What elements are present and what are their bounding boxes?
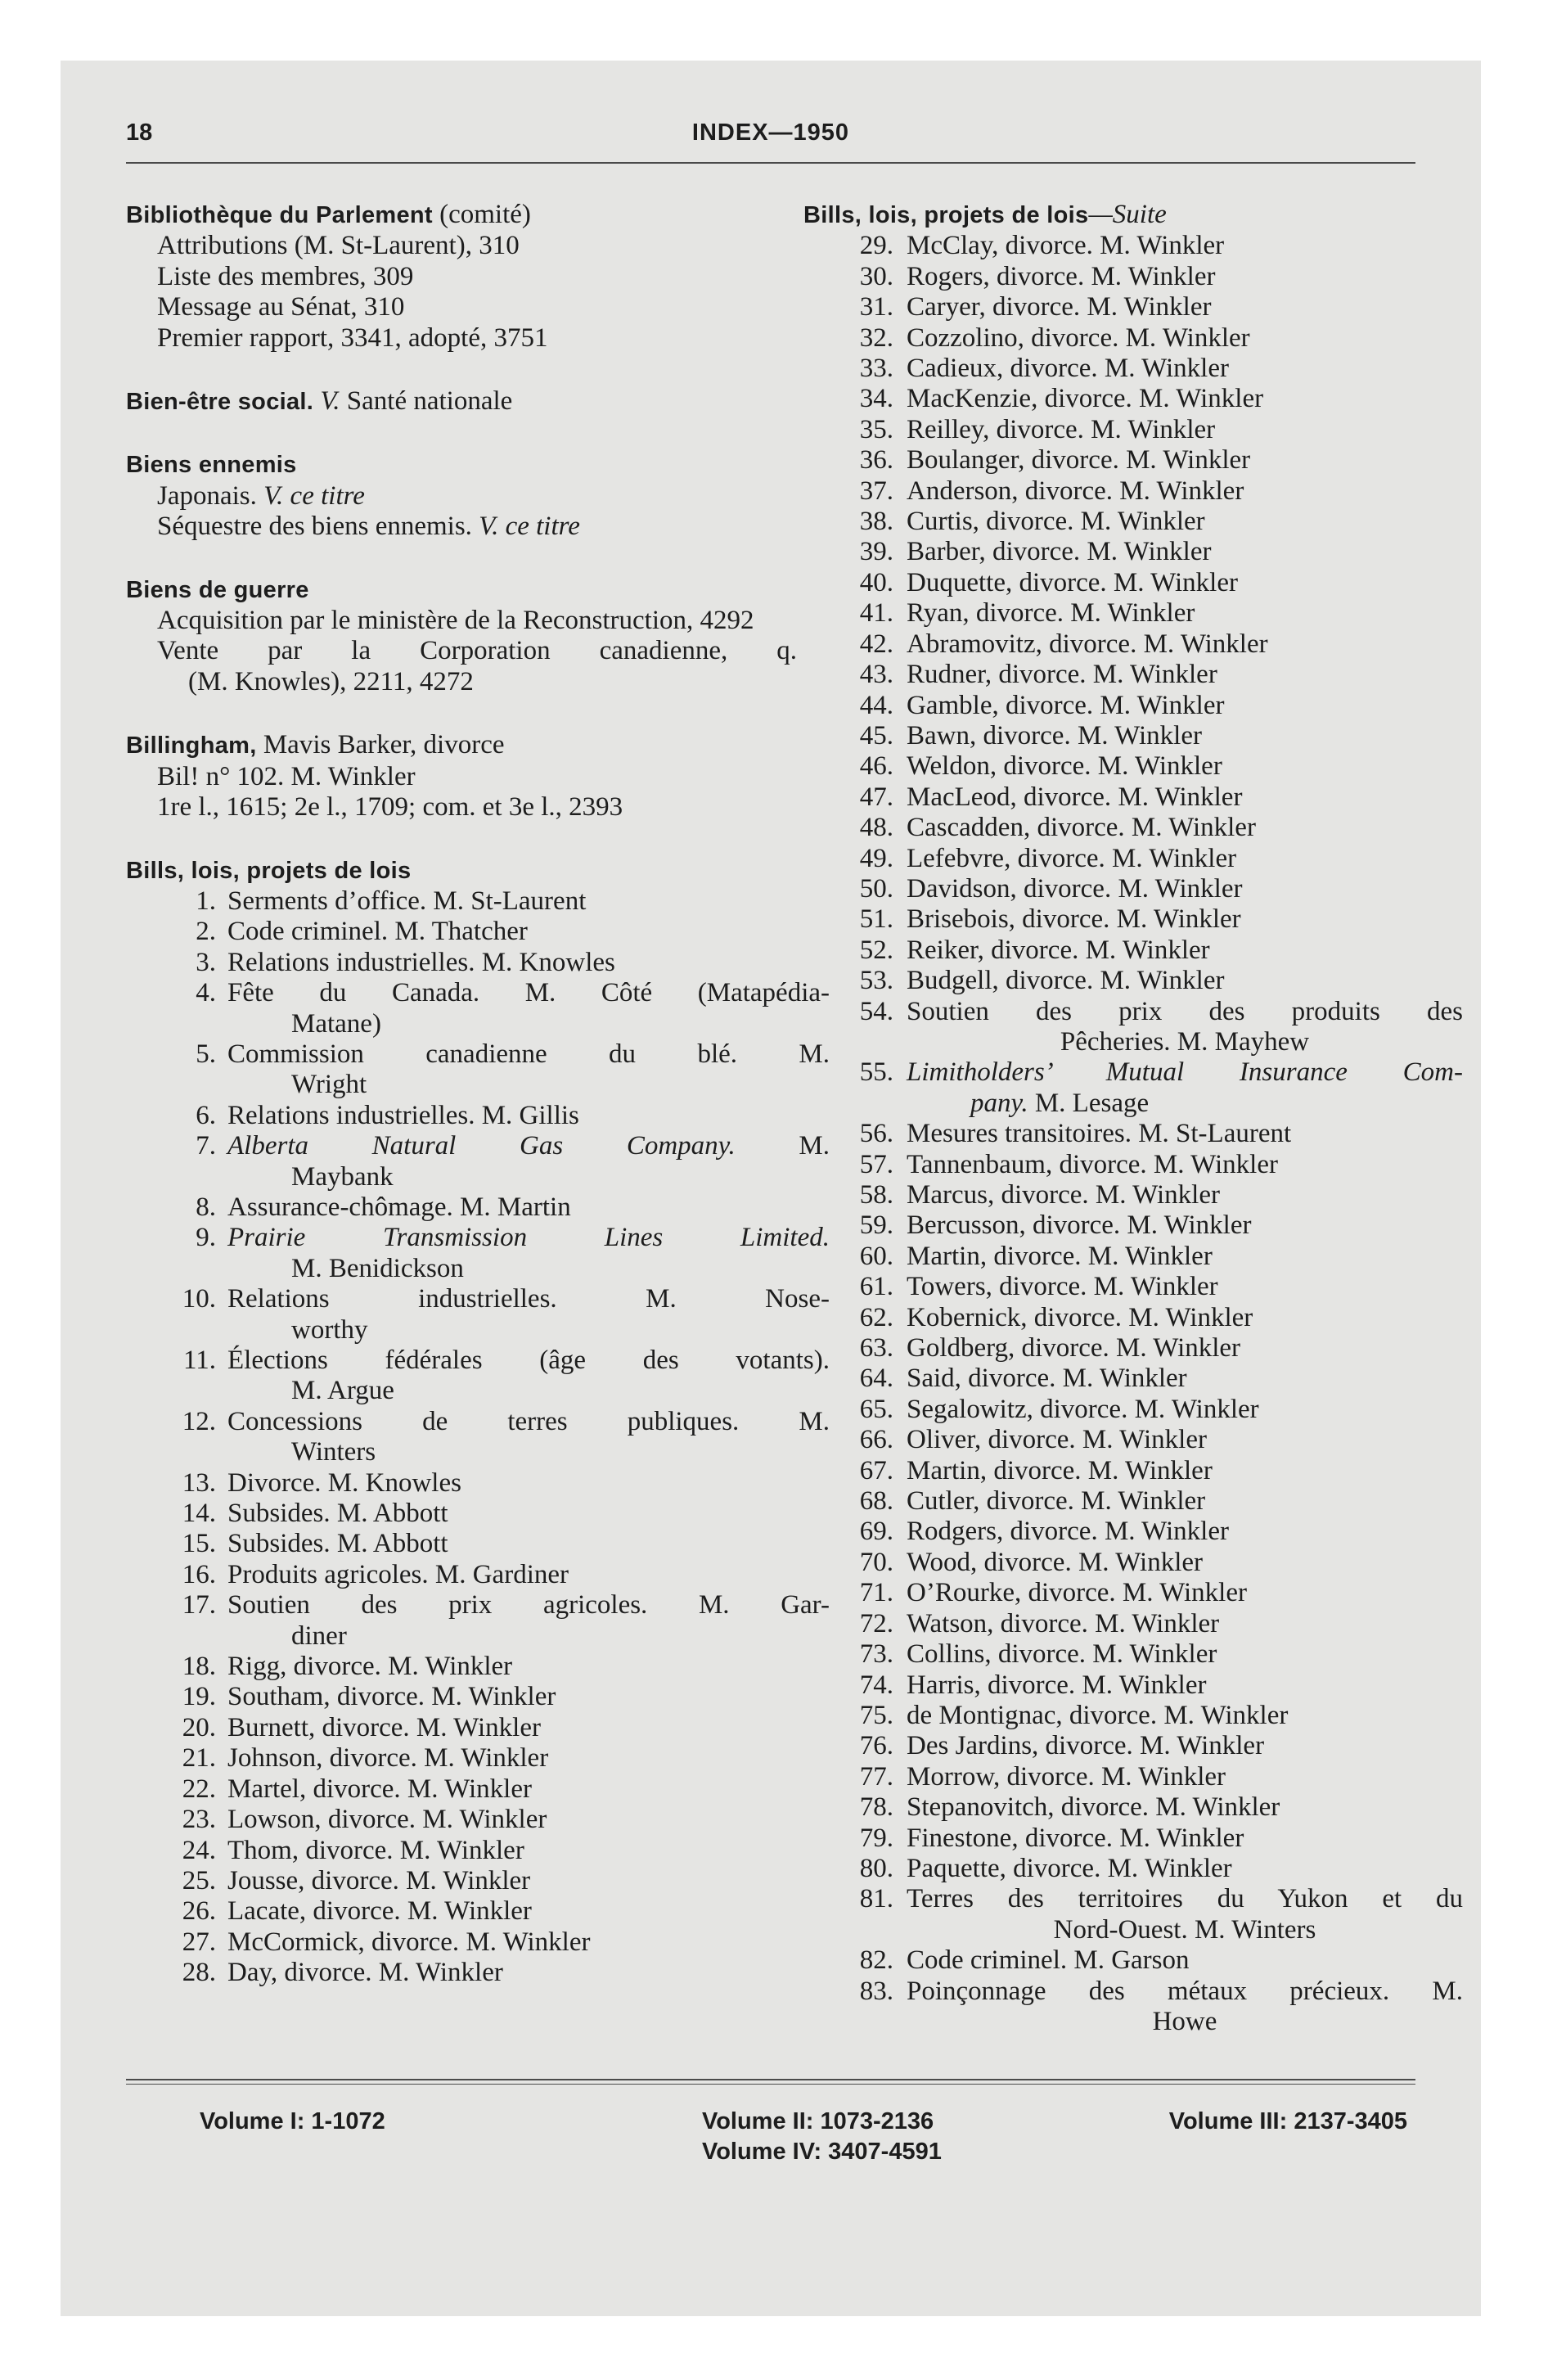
- bill-number: 65.: [859, 1394, 893, 1424]
- bill-number: 25.: [182, 1865, 216, 1895]
- bill-text: Ryan, divorce. M. Winkler: [907, 598, 1195, 629]
- bill-text: Rodgers, divorce. M. Winkler: [907, 1517, 1229, 1547]
- bill-number: 8.: [196, 1192, 216, 1222]
- bill-item: [803, 292, 1463, 322]
- bill-text: Assurance-chômage. M. Martin: [227, 1192, 571, 1222]
- bill-item: [803, 1977, 1463, 2038]
- bill-item: [803, 598, 1463, 629]
- entry-biens-de-guerre: [126, 575, 830, 698]
- bill-number: 68.: [859, 1486, 893, 1517]
- bill-text: Lacate, divorce. M. Winkler: [227, 1896, 532, 1927]
- bill-item: [126, 1560, 830, 1590]
- right-column: Bills, lois, projets de lois—Suite 29. McClay, divorce. M. Winkler 30. Rogers, divorce. M. Winkler 31. Caryer, divorce. M. Winkler 32. Cozzolino, divorce. M. Winkler 33. Cadieux, divorce. M. Winkler 34. MacKenzie, divorce. M. Winkler 35. Reilley, divorce. M. Winkler 36. Boulanger, divorce. M. Winkler 37. Anderson, divorce. M. Winkler 38. Curtis, divorce. M. Winkler 39. Barber, divorce. M. Winkler 40. Duquette, divorce. M. Winkler 41. Ryan, divorce. M. Winkler 42. Abramovitz, divorce. M. Winkler 43. Rudner, divorce. M. Winkler 44. Gamble, divorce. M. Winkler 45. Bawn, divorce. M. Winkler 46. Weldon, divorce. M. Winkler 47. MacLeod, divorce. M. Winkler 48. Cascadden, divorce. M. Winkler 49. Lefebvre, divorce. M. Winkler 50. Davidson, divorce. M. Winkler 51. Brisebois, divorce. M. Winkler 52. Reiker, divorce. M. Winkler 53. Budgell, divorce. M. Winkler 54. Soutien des prix des produits des Pêcheries. M. Mayhew 55. Limitholders’ Mutual Insurance Com- pany. M. Lesage 56. Mesures transitoires. M. St-Laurent 57. Tannenbaum, divorce. M. Winkler 58. Marcus, divorce. M. Winkler 59. Bercusson, divorce. M. Winkler 60. Martin, divorce. M. Winkler 61. Towers, divorce. M. Winkler 62. Kobernick, divorce. M. Winkler 63. Goldberg, divorce. M. Winkler 64. Said, divorce. M. Winkler 65. Segalowitz, divorce. M. Winkler 66. Oliver, divorce. M. Winkler 67. Martin, divorce. M. Winkler 68. Cutler, divorce. M. Winkler 69. Rodgers, divorce. M. Winkler 70. Wood, divorce. M. Winkler 71. O’Rourke, divorce. M. Winkler 72. Watson, divorce. M. Winkler 73. Collins, divorce. M. Winkler 74. Harris, divorce. M. Winkler 75. de Montignac, divorce. M. Winkler 76. Des Jardins, divorce. M. Winkler 77. Morrow, divorce. M. Winkler 78. Stepanovitch, divorce. M. Winkler 79. Finestone, divorce. M. Winkler 80. Paquette, divorce. M. Winkler 81. Terres des territoires du Yukon et du Nord-Ouest. M. Winters 82. Code criminel. M. Garson 83. Poinçonnage des métaux précieux. M. Howe: [803, 200, 1463, 2036]
- bill-number: 12.: [182, 1406, 216, 1436]
- bill-text: Des Jardins, divorce. M. Winkler: [907, 1731, 1265, 1761]
- bill-item: [126, 1713, 830, 1743]
- bill-number: 62.: [859, 1302, 893, 1332]
- bill-text: Anderson, divorce. M. Winkler: [907, 476, 1244, 506]
- bill-item: [126, 1407, 830, 1468]
- bill-item: [803, 813, 1463, 843]
- bill-text: Martel, divorce. M. Winkler: [227, 1774, 532, 1804]
- bill-text: Produits agricoles. M. Gardiner: [227, 1559, 569, 1589]
- bill-number: 48.: [859, 813, 893, 843]
- bill-text: Lefebvre, divorce. M. Winkler: [907, 843, 1237, 873]
- footer-rule: [126, 2079, 1415, 2080]
- bill-number: 74.: [859, 1670, 893, 1700]
- bill-item: [803, 1854, 1463, 1884]
- bill-item: [803, 537, 1463, 567]
- bill-item: [126, 917, 830, 947]
- bill-number: 70.: [859, 1547, 893, 1577]
- bill-text: Day, divorce. M. Winkler: [227, 1958, 503, 1988]
- bill-item: [803, 262, 1463, 292]
- bill-item: [803, 354, 1463, 384]
- bill-number: 35.: [859, 414, 893, 444]
- bill-text: O’Rourke, divorce. M. Winkler: [907, 1578, 1247, 1608]
- bill-number: 22.: [182, 1774, 216, 1804]
- bill-item: [126, 1499, 830, 1529]
- bill-number: 49.: [859, 843, 893, 873]
- bill-item: [803, 874, 1463, 904]
- bill-number: 21.: [182, 1743, 216, 1774]
- bill-item: [803, 751, 1463, 782]
- bill-item: [803, 1823, 1463, 1854]
- bill-item: [126, 1590, 830, 1652]
- bill-number: 58.: [859, 1180, 893, 1210]
- bill-number: 15.: [182, 1529, 216, 1559]
- bill-text: Subsides. M. Abbott: [227, 1499, 448, 1529]
- bill-item: [803, 1517, 1463, 1547]
- bill-text: Oliver, divorce. M. Winkler: [907, 1425, 1207, 1455]
- bill-item: [803, 1548, 1463, 1578]
- subentry: Vente par la Corporation canadienne, q.: [157, 636, 797, 666]
- bill-number: 7.: [196, 1131, 216, 1161]
- bill-text: Wood, divorce. M. Winkler: [907, 1547, 1204, 1577]
- running-title: INDEX—1950: [691, 119, 850, 146]
- bill-item: [126, 1039, 830, 1101]
- bill-number: 41.: [859, 598, 893, 629]
- bill-number: 38.: [859, 507, 893, 537]
- bill-text: Morrow, divorce. M. Winkler: [907, 1761, 1226, 1792]
- bill-number: 18.: [182, 1652, 216, 1682]
- bill-item: [803, 966, 1463, 996]
- volume-footer: [126, 2107, 1415, 2172]
- bill-item: [803, 935, 1463, 966]
- bill-item: [126, 1743, 830, 1774]
- bill-text: Gamble, divorce. M. Winkler: [907, 690, 1225, 720]
- bill-item: [803, 1731, 1463, 1761]
- bill-item: [126, 1774, 830, 1805]
- bill-item: [126, 1836, 830, 1866]
- bill-item: [803, 1762, 1463, 1792]
- volume-4-range: Volume IV: 3407-4591: [702, 2139, 942, 2165]
- bill-item: [803, 1456, 1463, 1486]
- bill-item: [126, 886, 830, 917]
- bill-text: Martin, divorce. M. Winkler: [907, 1455, 1213, 1485]
- entry-bien-etre: Bien-être social. V. Santé nationale: [126, 386, 513, 417]
- bill-item: [126, 1223, 830, 1284]
- bill-text: Towers, divorce. M. Winkler: [907, 1272, 1218, 1302]
- bill-item: [803, 691, 1463, 721]
- bill-number: 52.: [859, 935, 893, 965]
- subentry: Acquisition par le ministère de la Reconstruction, 4292: [157, 606, 754, 636]
- bill-number: 80.: [859, 1853, 893, 1883]
- bill-text: Prairie Transmission Lines Limited. M. Benidickson: [227, 1223, 830, 1283]
- bill-text: Soutien des prix agricoles. M. Gar- diner: [227, 1590, 830, 1651]
- subentry: Séquestre des biens ennemis. V. ce titre: [157, 512, 580, 542]
- bill-number: 54.: [859, 996, 893, 1026]
- bill-text: Code criminel. M. Garson: [907, 1945, 1190, 1976]
- bill-number: 36.: [859, 445, 893, 476]
- bill-item: [126, 1192, 830, 1223]
- bill-text: Lowson, divorce. M. Winkler: [227, 1805, 547, 1835]
- bill-item: [803, 1150, 1463, 1180]
- bill-number: 61.: [859, 1272, 893, 1302]
- bill-text: Budgell, divorce. M. Winkler: [907, 966, 1225, 996]
- bill-text: Mesures transitoires. M. St-Laurent: [907, 1119, 1292, 1149]
- bill-item: [803, 1180, 1463, 1210]
- bill-text: Soutien des prix des produits des Pêcheries. M. Mayhew: [907, 996, 1463, 1057]
- bill-number: 69.: [859, 1517, 893, 1547]
- bill-text: Stepanovitch, divorce. M. Winkler: [907, 1792, 1280, 1823]
- header-rule: [126, 162, 1415, 164]
- bill-item: [803, 568, 1463, 598]
- bill-item: [126, 1284, 830, 1346]
- bill-text: Terres des territoires du Yukon et du Nord-Ouest. M. Winters: [907, 1884, 1463, 1945]
- bill-text: Caryer, divorce. M. Winkler: [907, 292, 1212, 322]
- bill-item: [803, 629, 1463, 660]
- bill-text: Cutler, divorce. M. Winkler: [907, 1486, 1206, 1517]
- bill-number: 59.: [859, 1210, 893, 1241]
- bill-item: [803, 660, 1463, 690]
- entry-heading: Biens ennemis: [126, 452, 297, 479]
- entry-heading: Bibliothèque du Parlement: [126, 202, 433, 228]
- left-column: [126, 200, 830, 1989]
- bill-item: [803, 997, 1463, 1058]
- bill-number: 82.: [859, 1945, 893, 1976]
- bill-item: [803, 1639, 1463, 1670]
- bill-item: [126, 1101, 830, 1131]
- volume-2-range: Volume II: 1073-2136: [702, 2108, 934, 2134]
- bill-item: [803, 1609, 1463, 1639]
- bill-number: 4.: [196, 978, 216, 1008]
- bill-text: Tannenbaum, divorce. M. Winkler: [907, 1149, 1278, 1179]
- volume-3-range: Volume III: 2137-3405: [1168, 2108, 1407, 2134]
- bill-text: de Montignac, divorce. M. Winkler: [907, 1700, 1289, 1730]
- bill-number: 39.: [859, 537, 893, 567]
- bill-number: 83.: [859, 1976, 893, 2006]
- bill-text: Rudner, divorce. M. Winkler: [907, 660, 1217, 690]
- entry-heading: Biens de guerre: [126, 576, 309, 603]
- subentry: Message au Sénat, 310: [157, 292, 405, 322]
- bill-item: [803, 1395, 1463, 1425]
- bill-item: [803, 1303, 1463, 1333]
- bill-number: 28.: [182, 1958, 216, 1988]
- bill-item: [803, 1884, 1463, 1945]
- bill-text: Boulanger, divorce. M. Winkler: [907, 445, 1251, 476]
- subentry: Bil! n° 102. M. Winkler: [157, 761, 416, 791]
- bill-text: Rogers, divorce. M. Winkler: [907, 261, 1216, 291]
- bill-number: 50.: [859, 873, 893, 904]
- bill-number: 11.: [182, 1346, 216, 1375]
- bill-text: Collins, divorce. M. Winkler: [907, 1639, 1217, 1670]
- footer-rule-thin: [126, 2084, 1415, 2085]
- bill-number: 55.: [859, 1057, 893, 1088]
- bill-item: [803, 1333, 1463, 1364]
- volume-1-range: Volume I: 1-1072: [200, 2108, 385, 2134]
- bill-number: 75.: [859, 1700, 893, 1730]
- bill-number: 32.: [859, 322, 893, 353]
- entry-heading: Bills, lois, projets de lois: [126, 857, 412, 884]
- bill-text: Davidson, divorce. M. Winkler: [907, 873, 1243, 904]
- bill-text: Segalowitz, divorce. M. Winkler: [907, 1394, 1259, 1424]
- bill-text: Finestone, divorce. M. Winkler: [907, 1823, 1244, 1853]
- bill-item: [126, 1958, 830, 1988]
- bill-item: [126, 1652, 830, 1682]
- bill-text: Barber, divorce. M. Winkler: [907, 537, 1212, 567]
- bill-number: 16.: [182, 1559, 216, 1589]
- subentry: Attributions (M. St-Laurent), 310: [157, 231, 520, 261]
- bill-item: [803, 1425, 1463, 1455]
- bill-text: Élections fédérales (âge des votants). M. Argue: [227, 1346, 830, 1406]
- bill-text: Paquette, divorce. M. Winkler: [907, 1853, 1232, 1883]
- bill-number: 40.: [859, 567, 893, 597]
- bill-text: Code criminel. M. Thatcher: [227, 917, 528, 947]
- bill-item: [126, 1682, 830, 1712]
- bill-item: [126, 1805, 830, 1835]
- bill-number: 2.: [196, 917, 216, 947]
- bill-text: Divorce. M. Knowles: [227, 1467, 461, 1498]
- entry-biens-ennemis: [126, 450, 830, 542]
- bill-number: 67.: [859, 1455, 893, 1485]
- bill-item: [126, 1927, 830, 1958]
- bill-text: Subsides. M. Abbott: [227, 1529, 448, 1559]
- bill-text: Relations industrielles. M. Knowles: [227, 947, 615, 977]
- bill-number: 53.: [859, 966, 893, 996]
- entry-bills: [126, 856, 830, 1989]
- bill-item: [803, 1945, 1463, 1976]
- bill-item: [126, 978, 830, 1039]
- bill-number: 34.: [859, 384, 893, 414]
- bill-text: Limitholders’ Mutual Insurance Com- pany. M. Lesage: [907, 1057, 1463, 1118]
- bill-number: 20.: [182, 1712, 216, 1742]
- bill-number: 73.: [859, 1639, 893, 1670]
- bill-item: [126, 1866, 830, 1896]
- bill-item: [803, 231, 1463, 261]
- bill-item: [803, 1578, 1463, 1608]
- bill-number: 26.: [182, 1896, 216, 1927]
- bill-list: [803, 231, 1463, 2037]
- bill-text: Goldberg, divorce. M. Winkler: [907, 1333, 1241, 1364]
- bill-text: Cascadden, divorce. M. Winkler: [907, 813, 1256, 843]
- bill-item: [803, 1242, 1463, 1272]
- bill-text: Reilley, divorce. M. Winkler: [907, 414, 1216, 444]
- bill-text: Serments d’office. M. St-Laurent: [227, 886, 587, 916]
- bill-number: 19.: [182, 1682, 216, 1712]
- subentry: Premier rapport, 3341, adopté, 3751: [157, 322, 548, 353]
- bill-number: 29.: [859, 231, 893, 261]
- bill-number: 72.: [859, 1608, 893, 1639]
- bill-item: [803, 904, 1463, 935]
- bill-number: 56.: [859, 1119, 893, 1149]
- bill-text: Harris, divorce. M. Winkler: [907, 1670, 1207, 1700]
- bill-text: Rigg, divorce. M. Winkler: [227, 1652, 513, 1682]
- bill-text: Southam, divorce. M. Winkler: [227, 1682, 556, 1712]
- subentry: Liste des membres, 309: [157, 261, 414, 291]
- bill-number: 23.: [182, 1805, 216, 1835]
- bill-number: 42.: [859, 629, 893, 659]
- bill-number: 51.: [859, 904, 893, 935]
- bill-text: McCormick, divorce. M. Winkler: [227, 1927, 591, 1957]
- entry-billingham: Billingham, Mavis Barker, divorce Bil! n° 102. M. Winkler 1re l., 1615; 2e l., 1709; com. et 3e l., 2393: [126, 730, 830, 823]
- bill-number: 60.: [859, 1241, 893, 1271]
- bill-item: [803, 507, 1463, 537]
- bill-item: [803, 384, 1463, 414]
- bill-text: Bawn, divorce. M. Winkler: [907, 720, 1202, 751]
- bill-number: 71.: [859, 1578, 893, 1608]
- bill-item: [803, 721, 1463, 751]
- bill-item: [803, 1670, 1463, 1701]
- entry-heading: Bien-être social.: [126, 389, 314, 416]
- bill-number: 64.: [859, 1364, 893, 1394]
- bill-list: [126, 886, 830, 1989]
- bill-number: 30.: [859, 261, 893, 291]
- bill-text: McClay, divorce. M. Winkler: [907, 231, 1225, 261]
- bill-text: Watson, divorce. M. Winkler: [907, 1608, 1220, 1639]
- bill-text: MacKenzie, divorce. M. Winkler: [907, 384, 1264, 414]
- bill-text: Marcus, divorce. M. Winkler: [907, 1180, 1220, 1210]
- bill-number: 79.: [859, 1823, 893, 1853]
- bill-text: Said, divorce. M. Winkler: [907, 1364, 1187, 1394]
- bill-number: 45.: [859, 720, 893, 751]
- bill-item: [803, 1792, 1463, 1823]
- page-sheet: [61, 61, 1481, 2316]
- bill-text: Burnett, divorce. M. Winkler: [227, 1712, 541, 1742]
- bill-item: [803, 415, 1463, 445]
- bill-text: Commission canadienne du blé. M. Wright: [227, 1039, 830, 1100]
- bill-text: Thom, divorce. M. Winkler: [227, 1835, 524, 1865]
- bill-item: [803, 1272, 1463, 1302]
- bill-text: Bercusson, divorce. M. Winkler: [907, 1210, 1252, 1241]
- bill-item: [126, 1346, 830, 1407]
- bill-number: 37.: [859, 476, 893, 506]
- bill-item: [803, 1701, 1463, 1731]
- bill-number: 76.: [859, 1731, 893, 1761]
- bill-text: Johnson, divorce. M. Winkler: [227, 1743, 549, 1774]
- bill-item: [803, 1486, 1463, 1517]
- bill-text: Poinçonnage des métaux précieux. M. Howe: [907, 1976, 1463, 2036]
- bill-text: Relations industrielles. M. Gillis: [227, 1100, 579, 1130]
- subentry: Japonais. V. ce titre: [157, 480, 365, 511]
- bill-number: 24.: [182, 1835, 216, 1865]
- bill-item: [803, 1057, 1463, 1119]
- bill-item: [126, 1131, 830, 1192]
- bill-item: [803, 844, 1463, 874]
- bill-item: [126, 1468, 830, 1499]
- bill-number: 77.: [859, 1761, 893, 1792]
- bill-text: Concessions de terres publiques. M. Winters: [227, 1406, 830, 1467]
- subentry: 1re l., 1615; 2e l., 1709; com. et 3e l., 2393: [157, 792, 623, 823]
- bill-number: 31.: [859, 292, 893, 322]
- bill-number: 66.: [859, 1425, 893, 1455]
- bill-number: 43.: [859, 660, 893, 690]
- running-header: [126, 119, 1415, 152]
- bill-text: Alberta Natural Gas Company. M. Maybank: [227, 1131, 830, 1192]
- bill-number: 5.: [196, 1039, 216, 1069]
- bill-number: 17.: [182, 1590, 216, 1620]
- bill-item: [126, 948, 830, 978]
- bill-number: 13.: [182, 1467, 216, 1498]
- bill-item: [803, 782, 1463, 813]
- bill-text: Fête du Canada. M. Côté (Matapédia- Matane): [227, 978, 830, 1039]
- bill-text: Relations industrielles. M. Nose- worthy: [227, 1284, 830, 1345]
- bill-text: Cozzolino, divorce. M. Winkler: [907, 322, 1250, 353]
- bill-number: 63.: [859, 1333, 893, 1364]
- bill-number: 57.: [859, 1149, 893, 1179]
- bill-number: 78.: [859, 1792, 893, 1823]
- bill-number: 10.: [182, 1284, 216, 1314]
- bill-item: [803, 476, 1463, 507]
- bill-item: [803, 445, 1463, 476]
- bill-number: 81.: [859, 1884, 893, 1914]
- bill-text: Duquette, divorce. M. Winkler: [907, 567, 1238, 597]
- bill-text: Brisebois, divorce. M. Winkler: [907, 904, 1241, 935]
- bill-number: 33.: [859, 354, 893, 384]
- bill-number: 27.: [182, 1927, 216, 1957]
- bill-text: Curtis, divorce. M. Winkler: [907, 507, 1205, 537]
- page-number: 18: [126, 119, 153, 146]
- bill-text: MacLeod, divorce. M. Winkler: [907, 782, 1243, 812]
- entry-bibliotheque: Bibliothèque du Parlement (comité) Attributions (M. St-Laurent), 310 Liste des membres, 309 Message au Sénat, 310 Premier rapport, 3341, adopté, 3751: [126, 200, 830, 354]
- bill-text: Kobernick, divorce. M. Winkler: [907, 1302, 1253, 1332]
- bill-item: [803, 1210, 1463, 1241]
- bill-number: 44.: [859, 690, 893, 720]
- bill-number: 46.: [859, 751, 893, 782]
- bill-number: 1.: [196, 886, 216, 916]
- bill-item: [803, 1364, 1463, 1394]
- subentry: (M. Knowles), 2211, 4272: [188, 666, 474, 696]
- entry-heading: Bills, lois, projets de lois: [803, 202, 1089, 228]
- bill-item: [126, 1896, 830, 1927]
- bill-number: 14.: [182, 1499, 216, 1529]
- bill-item: [126, 1529, 830, 1559]
- bill-item: [803, 1119, 1463, 1149]
- bill-text: Reiker, divorce. M. Winkler: [907, 935, 1210, 965]
- bill-text: Abramovitz, divorce. M. Winkler: [907, 629, 1268, 659]
- bill-number: 47.: [859, 782, 893, 812]
- bill-number: 6.: [196, 1100, 216, 1130]
- bill-number: 9.: [196, 1223, 216, 1253]
- bill-text: Cadieux, divorce. M. Winkler: [907, 354, 1229, 384]
- entry-heading: Billingham,: [126, 732, 257, 760]
- bill-text: Martin, divorce. M. Winkler: [907, 1241, 1213, 1271]
- bill-number: 3.: [196, 947, 216, 977]
- bill-text: Weldon, divorce. M. Winkler: [907, 751, 1222, 782]
- bill-text: Jousse, divorce. M. Winkler: [227, 1865, 531, 1895]
- bill-item: [803, 323, 1463, 354]
